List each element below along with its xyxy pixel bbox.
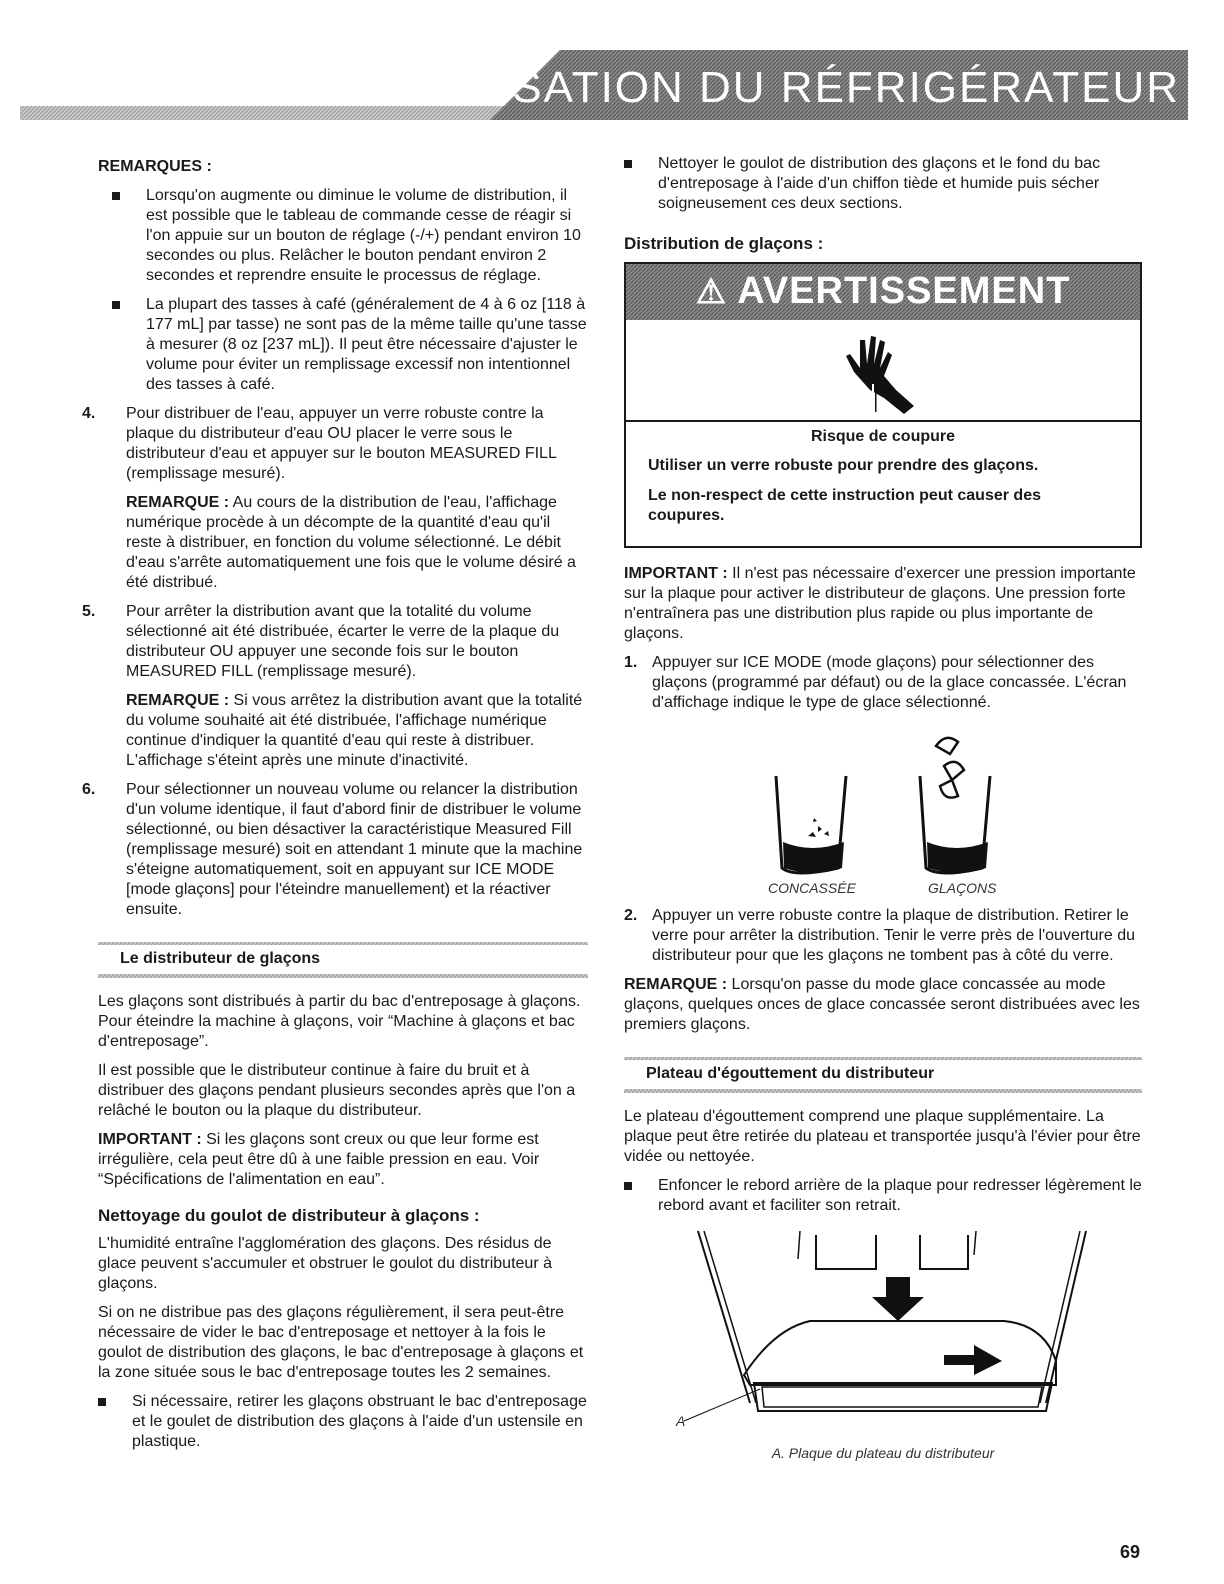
step-1	[624, 653, 1142, 713]
cut-hazard-hand-icon	[626, 320, 1140, 422]
list-item	[624, 154, 1142, 214]
cubes-caption: GLAÇONS	[928, 880, 997, 896]
warning-title: ⚠ AVERTISSEMENT	[695, 270, 1071, 312]
section-title: Plateau d'égouttement du distributeur	[646, 1065, 935, 1082]
step-text: Pour arrêter la distribution avant que la totalité du volume sélectionné ait été distribuée, écarter le verre de la plaque du distributeur OU appuyer une seconde fois sur le bouton MEASURED FILL (remplissage mesuré).	[126, 603, 560, 680]
remarks-title: REMARQUES :	[98, 158, 212, 175]
step-text: Pour distribuer de l'eau, appuyer un verre robuste contre la plaque du distributeur d'eau OU placer le verre sous le distributeur d'eau et appuyer sur le bouton MEASURED FILL (remplissage mesuré).	[126, 405, 557, 482]
warning-instruction: Utiliser un verre robuste pour prendre des glaçons.	[648, 457, 1039, 474]
ice-cubes-glass-icon	[920, 738, 990, 873]
ice-glasses-illustration	[624, 722, 1142, 898]
list-item	[112, 295, 588, 395]
page-number: 69	[1120, 1542, 1141, 1562]
warning-body	[626, 422, 1140, 546]
bullet-square-icon	[112, 301, 120, 309]
step-4	[82, 404, 588, 593]
bullet-square-icon	[98, 1398, 106, 1406]
paragraph: L'humidité entraîne l'agglomération des glaçons. Des résidus de glace peuvent s'accumuler et obstruer le goulot du distributeur à glaçons.	[98, 1235, 552, 1292]
step-6	[82, 780, 588, 920]
tray-caption: A. Plaque du plateau du distributeur	[771, 1445, 995, 1461]
crushed-ice-glass-icon	[776, 776, 846, 873]
dispensing-subheading: Distribution de glaçons :	[624, 234, 824, 253]
step-number: 6.	[82, 781, 96, 798]
section-title: Le distributeur de glaçons	[120, 950, 321, 967]
warning-triangle-icon: ⚠	[695, 273, 728, 311]
tray-label-a: A	[676, 1413, 686, 1429]
step-2	[624, 906, 1142, 966]
important-note: IMPORTANT : Si les glaçons sont creux ou que leur forme est irrégulière, cela peut être dû à une faible pression en eau. Voir “Spécifications de l'alimentation en eau”.	[98, 1131, 540, 1188]
drip-tray-figure	[624, 1225, 1142, 1443]
step-text: Pour sélectionner un nouveau volume ou relancer la distribution d'un volume identique, il faut d'abord finir de distribuer le volume sélectionné, ou bien désactiver la caractéristique Measured Fill (remplissage mesuré) soit en attendant 1 minute que la machine s'éteigne automatiquement, soit en appuyant sur ICE MODE [mode glaçons] pour l'éteindre manuellement) et la réactiver ensuite.	[126, 781, 583, 918]
step-5	[82, 602, 588, 771]
important-note: IMPORTANT : Il n'est pas nécessaire d'exercer une pression importante sur la plaque pour activer le distributeur de glaçons. Une pression forte n'entraînera pas une distribution plus rapide ou plus importante de glaçons.	[624, 565, 1136, 642]
warning-box	[624, 262, 1142, 548]
section-header-drip-tray	[624, 1057, 1142, 1093]
crushed-caption: CONCASSÉE	[768, 880, 856, 896]
section-header-ice-dispenser	[98, 942, 588, 978]
page-title: UTILISATION DU RÉFRIGÉRATEUR	[394, 63, 1180, 112]
step-text: Appuyer un verre robuste contre la plaque de distribution. Retirer le verre pour arrêter la distribution. Tenir le verre près de l'ouverture du distributeur pour que les glaçons ne tombent pas à côté du verre.	[652, 907, 1135, 964]
paragraph: Si on ne distribue pas des glaçons régulièrement, il sera peut-être nécessaire de vider le bac d'entreposage et nettoyer à la fois le goulot de distribution des glaçons, le bac d'entreposage à glaçons et la zone située sous le bac d'entreposage toutes les 2 semaines.	[98, 1304, 584, 1381]
step-text: Appuyer sur ICE MODE (mode glaçons) pour sélectionner des glaçons (programmé par défaut) ou de la glace concassée. L'écran d'affichage indique le type de glace sélectionné.	[652, 654, 1127, 711]
cleaning-subheading: Nettoyage du goulot de distributeur à glaçons :	[98, 1206, 480, 1225]
bullet-text: Lorsqu'on augmente ou diminue le volume de distribution, il est possible que le tableau de commande cesse de réagir si l'on appuie sur un bouton de réglage (-/+) pendant environ 10 secondes ou plus. Relâcher le bouton pendant environ 2 secondes et reprendre ensuite le processus de réglage.	[146, 187, 581, 284]
bullet-text: La plupart des tasses à café (généralement de 4 à 6 oz [118 à 177 mL] par tasse) ne sont pas de la même taille qu'une tasse à mesurer (8 oz [237 mL]). Il peut être nécessaire d'ajuster le volume pour éviter un remplissage excessif non intentionnel des tasses à café.	[146, 296, 587, 393]
left-column	[82, 154, 588, 1461]
bullet-text: Si nécessaire, retirer les glaçons obstruant le bac d'entreposage et le goulet de distribution des glaçons à l'aide d'un ustensile en plastique.	[132, 1393, 587, 1450]
list-item	[624, 1176, 1142, 1216]
step-number: 2.	[624, 907, 638, 924]
paragraph: Il est possible que le distributeur continue à faire du bruit et à distribuer des glaçons pendant plusieurs secondes après que l'on a relâché le bouton ou la plaque du distributeur.	[98, 1062, 576, 1119]
warning-risk: Risque de coupure	[810, 428, 956, 445]
step-note: REMARQUE : Au cours de la distribution de l'eau, l'affichage numérique procède à un décompte de la quantité d'eau qu'il reste à distribuer, en fonction du volume sélectionné. Le débit d'eau s'arrête automatiquement une fois que le volume désiré a été distribué.	[126, 494, 576, 591]
step-number: 5.	[82, 603, 96, 620]
bullet-text: Enfoncer le rebord arrière de la plaque pour redresser légèrement le rebord avant et faciliter son retrait.	[658, 1177, 1142, 1214]
warning-consequence: Le non-respect de cette instruction peut causer des coupures.	[648, 487, 1041, 524]
list-item	[112, 186, 588, 286]
bullet-square-icon	[624, 1182, 632, 1190]
right-column	[624, 154, 1142, 1461]
note: REMARQUE : Lorsqu'on passe du mode glace concassée au mode glaçons, quelques onces de glace concassée seront distribuées avec les premiers glaçons.	[624, 976, 1140, 1033]
step-note: REMARQUE : Si vous arrêtez la distribution avant que la totalité du volume souhaité ait été distribuée, l'affichage numérique continue d'indiquer la quantité d'eau qui reste à distribuer. L'affichage s'éteint après une minute d'inactivité.	[126, 692, 583, 769]
step-number: 4.	[82, 405, 96, 422]
paragraph: Les glaçons sont distribués à partir du bac d'entreposage à glaçons. Pour éteindre la machine à glaçons, voir “Machine à glaçons et bac d'entreposage”.	[98, 993, 581, 1050]
warning-banner	[626, 264, 1140, 320]
bullet-square-icon	[624, 160, 632, 168]
ice-mode-figure	[624, 722, 1142, 898]
bullet-text: Nettoyer le goulot de distribution des glaçons et le fond du bac d'entreposage à l'aide d'un chiffon tiède et humide puis sécher soigneusement ces deux sections.	[658, 155, 1101, 212]
drip-tray-illustration	[624, 1225, 1142, 1443]
step-number: 1.	[624, 654, 638, 671]
bullet-square-icon	[112, 192, 120, 200]
list-item	[98, 1392, 588, 1452]
paragraph: Le plateau d'égouttement comprend une plaque supplémentaire. La plaque peut être retirée du plateau et transportée jusqu'à l'évier pour être vidée ou nettoyée.	[624, 1108, 1141, 1165]
